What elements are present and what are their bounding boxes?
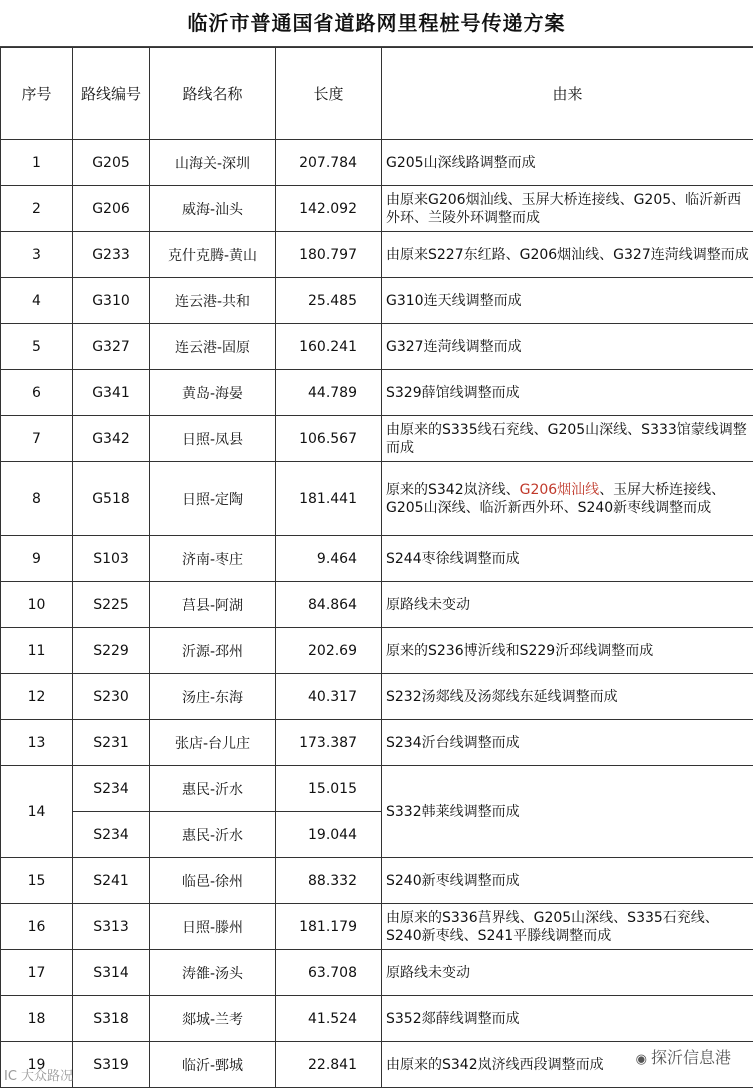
cell-name: 济南-枣庄 bbox=[150, 536, 276, 582]
cell-length: 9.464 bbox=[276, 536, 382, 582]
cell-name: 日照-滕州 bbox=[150, 904, 276, 950]
table-row bbox=[1, 904, 753, 950]
cell-name: 临邑-徐州 bbox=[150, 858, 276, 904]
cell-index: 10 bbox=[1, 582, 73, 628]
table-row bbox=[1, 186, 753, 232]
cell-origin: 由原来S227东红路、G206烟汕线、G327连菏线调整而成 bbox=[382, 232, 753, 278]
cell-index: 11 bbox=[1, 628, 73, 674]
cell-code: S234 bbox=[73, 766, 150, 812]
table-row bbox=[1, 996, 753, 1042]
cell-code: S319 bbox=[73, 1042, 150, 1088]
table-row bbox=[1, 462, 753, 536]
cell-name: 日照-凤县 bbox=[150, 416, 276, 462]
cell-code: S234 bbox=[73, 812, 150, 858]
cell-length: 84.864 bbox=[276, 582, 382, 628]
cell-index: 4 bbox=[1, 278, 73, 324]
table-header-row bbox=[1, 48, 753, 140]
table-row bbox=[1, 582, 753, 628]
cell-origin: 由原来的S336莒界线、G205山深线、S335石兖线、S240新枣线、S241平滕线调整而成 bbox=[382, 904, 753, 950]
cell-code: G206 bbox=[73, 186, 150, 232]
cell-name: 山海关-深圳 bbox=[150, 140, 276, 186]
cell-index: 15 bbox=[1, 858, 73, 904]
cell-name: 黄岛-海晏 bbox=[150, 370, 276, 416]
cell-origin: G205山深线路调整而成 bbox=[382, 140, 753, 186]
cell-name: 连云港-共和 bbox=[150, 278, 276, 324]
cell-length: 207.784 bbox=[276, 140, 382, 186]
cell-length: 22.841 bbox=[276, 1042, 382, 1088]
header-index: 序号 bbox=[1, 48, 73, 140]
cell-origin: S240新枣线调整而成 bbox=[382, 858, 753, 904]
cell-code: S230 bbox=[73, 674, 150, 720]
cell-name: 惠民-沂水 bbox=[150, 812, 276, 858]
cell-index: 7 bbox=[1, 416, 73, 462]
cell-index: 3 bbox=[1, 232, 73, 278]
table-row bbox=[1, 536, 753, 582]
cell-name: 惠民-沂水 bbox=[150, 766, 276, 812]
table-row bbox=[1, 766, 753, 812]
cell-length: 41.524 bbox=[276, 996, 382, 1042]
cell-length: 181.179 bbox=[276, 904, 382, 950]
header-origin: 由来 bbox=[382, 48, 753, 140]
cell-name: 汤庄-东海 bbox=[150, 674, 276, 720]
cell-origin: 原路线未变动 bbox=[382, 582, 753, 628]
cell-index: 13 bbox=[1, 720, 73, 766]
route-table bbox=[0, 47, 753, 1088]
cell-length: 15.015 bbox=[276, 766, 382, 812]
cell-code: G327 bbox=[73, 324, 150, 370]
cell-origin: S232汤郯线及汤郯线东延线调整而成 bbox=[382, 674, 753, 720]
cell-code: G205 bbox=[73, 140, 150, 186]
origin-text: 、玉屏大桥连接线、G205山深线、临沂新西外环、S240新枣线调整而成 bbox=[386, 482, 725, 516]
cell-index: 12 bbox=[1, 674, 73, 720]
cell-name: 莒县-阿湖 bbox=[150, 582, 276, 628]
cell-name: 涛雒-汤头 bbox=[150, 950, 276, 996]
table-row bbox=[1, 950, 753, 996]
cell-code: G233 bbox=[73, 232, 150, 278]
cell-code: S313 bbox=[73, 904, 150, 950]
cell-code: S103 bbox=[73, 536, 150, 582]
table-row bbox=[1, 858, 753, 904]
cell-length: 106.567 bbox=[276, 416, 382, 462]
cell-length: 40.317 bbox=[276, 674, 382, 720]
cell-name: 威海-汕头 bbox=[150, 186, 276, 232]
cell-index: 8 bbox=[1, 462, 73, 536]
header-code: 路线编号 bbox=[73, 48, 150, 140]
cell-code: G518 bbox=[73, 462, 150, 536]
cell-index: 18 bbox=[1, 996, 73, 1042]
cell-code: S318 bbox=[73, 996, 150, 1042]
origin-text: 原来的S342岚济线、 bbox=[386, 482, 520, 498]
table-row bbox=[1, 324, 753, 370]
cell-code: S225 bbox=[73, 582, 150, 628]
cell-code: G342 bbox=[73, 416, 150, 462]
cell-index: 14 bbox=[1, 766, 73, 858]
cell-origin: S332韩莱线调整而成 bbox=[382, 766, 753, 858]
cell-origin: S244枣徐线调整而成 bbox=[382, 536, 753, 582]
cell-index: 5 bbox=[1, 324, 73, 370]
cell-index: 19 bbox=[1, 1042, 73, 1088]
table-row bbox=[1, 628, 753, 674]
cell-code: S314 bbox=[73, 950, 150, 996]
table-row bbox=[1, 278, 753, 324]
cell-length: 63.708 bbox=[276, 950, 382, 996]
cell-length: 181.441 bbox=[276, 462, 382, 536]
cell-name: 郯城-兰考 bbox=[150, 996, 276, 1042]
cell-origin bbox=[382, 462, 753, 536]
cell-length: 88.332 bbox=[276, 858, 382, 904]
cell-length: 202.69 bbox=[276, 628, 382, 674]
cell-origin: S234沂台线调整而成 bbox=[382, 720, 753, 766]
cell-index: 1 bbox=[1, 140, 73, 186]
cell-name: 沂源-邳州 bbox=[150, 628, 276, 674]
watermark-left: IC 大众路况 bbox=[4, 1065, 73, 1084]
header-name: 路线名称 bbox=[150, 48, 276, 140]
cell-origin: S329薛馆线调整而成 bbox=[382, 370, 753, 416]
watermark-right-label: 探沂信息港 bbox=[651, 1048, 731, 1067]
cell-origin: 原路线未变动 bbox=[382, 950, 753, 996]
cell-name: 连云港-固原 bbox=[150, 324, 276, 370]
cell-length: 142.092 bbox=[276, 186, 382, 232]
cell-code: S241 bbox=[73, 858, 150, 904]
cell-origin: 由原来的S335线石兖线、G205山深线、S333馆蒙线调整而成 bbox=[382, 416, 753, 462]
cell-origin: G310连天线调整而成 bbox=[382, 278, 753, 324]
cell-code: S229 bbox=[73, 628, 150, 674]
cell-origin: G327连菏线调整而成 bbox=[382, 324, 753, 370]
table-row bbox=[1, 232, 753, 278]
cell-name: 日照-定陶 bbox=[150, 462, 276, 536]
watermark-right bbox=[632, 1043, 735, 1070]
cell-origin: 由原来的S342岚济线西段调整而成 bbox=[382, 1042, 753, 1088]
header-length: 长度 bbox=[276, 48, 382, 140]
cell-index: 6 bbox=[1, 370, 73, 416]
cell-length: 25.485 bbox=[276, 278, 382, 324]
cell-index: 2 bbox=[1, 186, 73, 232]
cell-origin: 原来的S236博沂线和S229沂邳线调整而成 bbox=[382, 628, 753, 674]
cell-origin: 由原来G206烟汕线、玉屏大桥连接线、G205、临沂新西外环、兰陵外环调整而成 bbox=[382, 186, 753, 232]
cell-index: 9 bbox=[1, 536, 73, 582]
table-row bbox=[1, 140, 753, 186]
cell-name: 克什克腾-黄山 bbox=[150, 232, 276, 278]
table-row bbox=[1, 674, 753, 720]
table-row bbox=[1, 720, 753, 766]
cell-index: 17 bbox=[1, 950, 73, 996]
cell-name: 张店-台儿庄 bbox=[150, 720, 276, 766]
table-row bbox=[1, 416, 753, 462]
page-title: 临沂市普通国省道路网里程桩号传递方案 bbox=[0, 0, 753, 47]
cell-length: 19.044 bbox=[276, 812, 382, 858]
cell-length: 173.387 bbox=[276, 720, 382, 766]
table-row bbox=[1, 370, 753, 416]
cell-index: 16 bbox=[1, 904, 73, 950]
cell-name: 临沂-鄄城 bbox=[150, 1042, 276, 1088]
cell-code: S231 bbox=[73, 720, 150, 766]
cell-length: 160.241 bbox=[276, 324, 382, 370]
origin-highlight: G206烟汕线 bbox=[520, 482, 600, 498]
cell-length: 180.797 bbox=[276, 232, 382, 278]
cell-origin: S352郯薛线调整而成 bbox=[382, 996, 753, 1042]
cell-length: 44.789 bbox=[276, 370, 382, 416]
cell-code: G310 bbox=[73, 278, 150, 324]
cell-code: G341 bbox=[73, 370, 150, 416]
wechat-icon: ◉ bbox=[636, 1052, 647, 1067]
